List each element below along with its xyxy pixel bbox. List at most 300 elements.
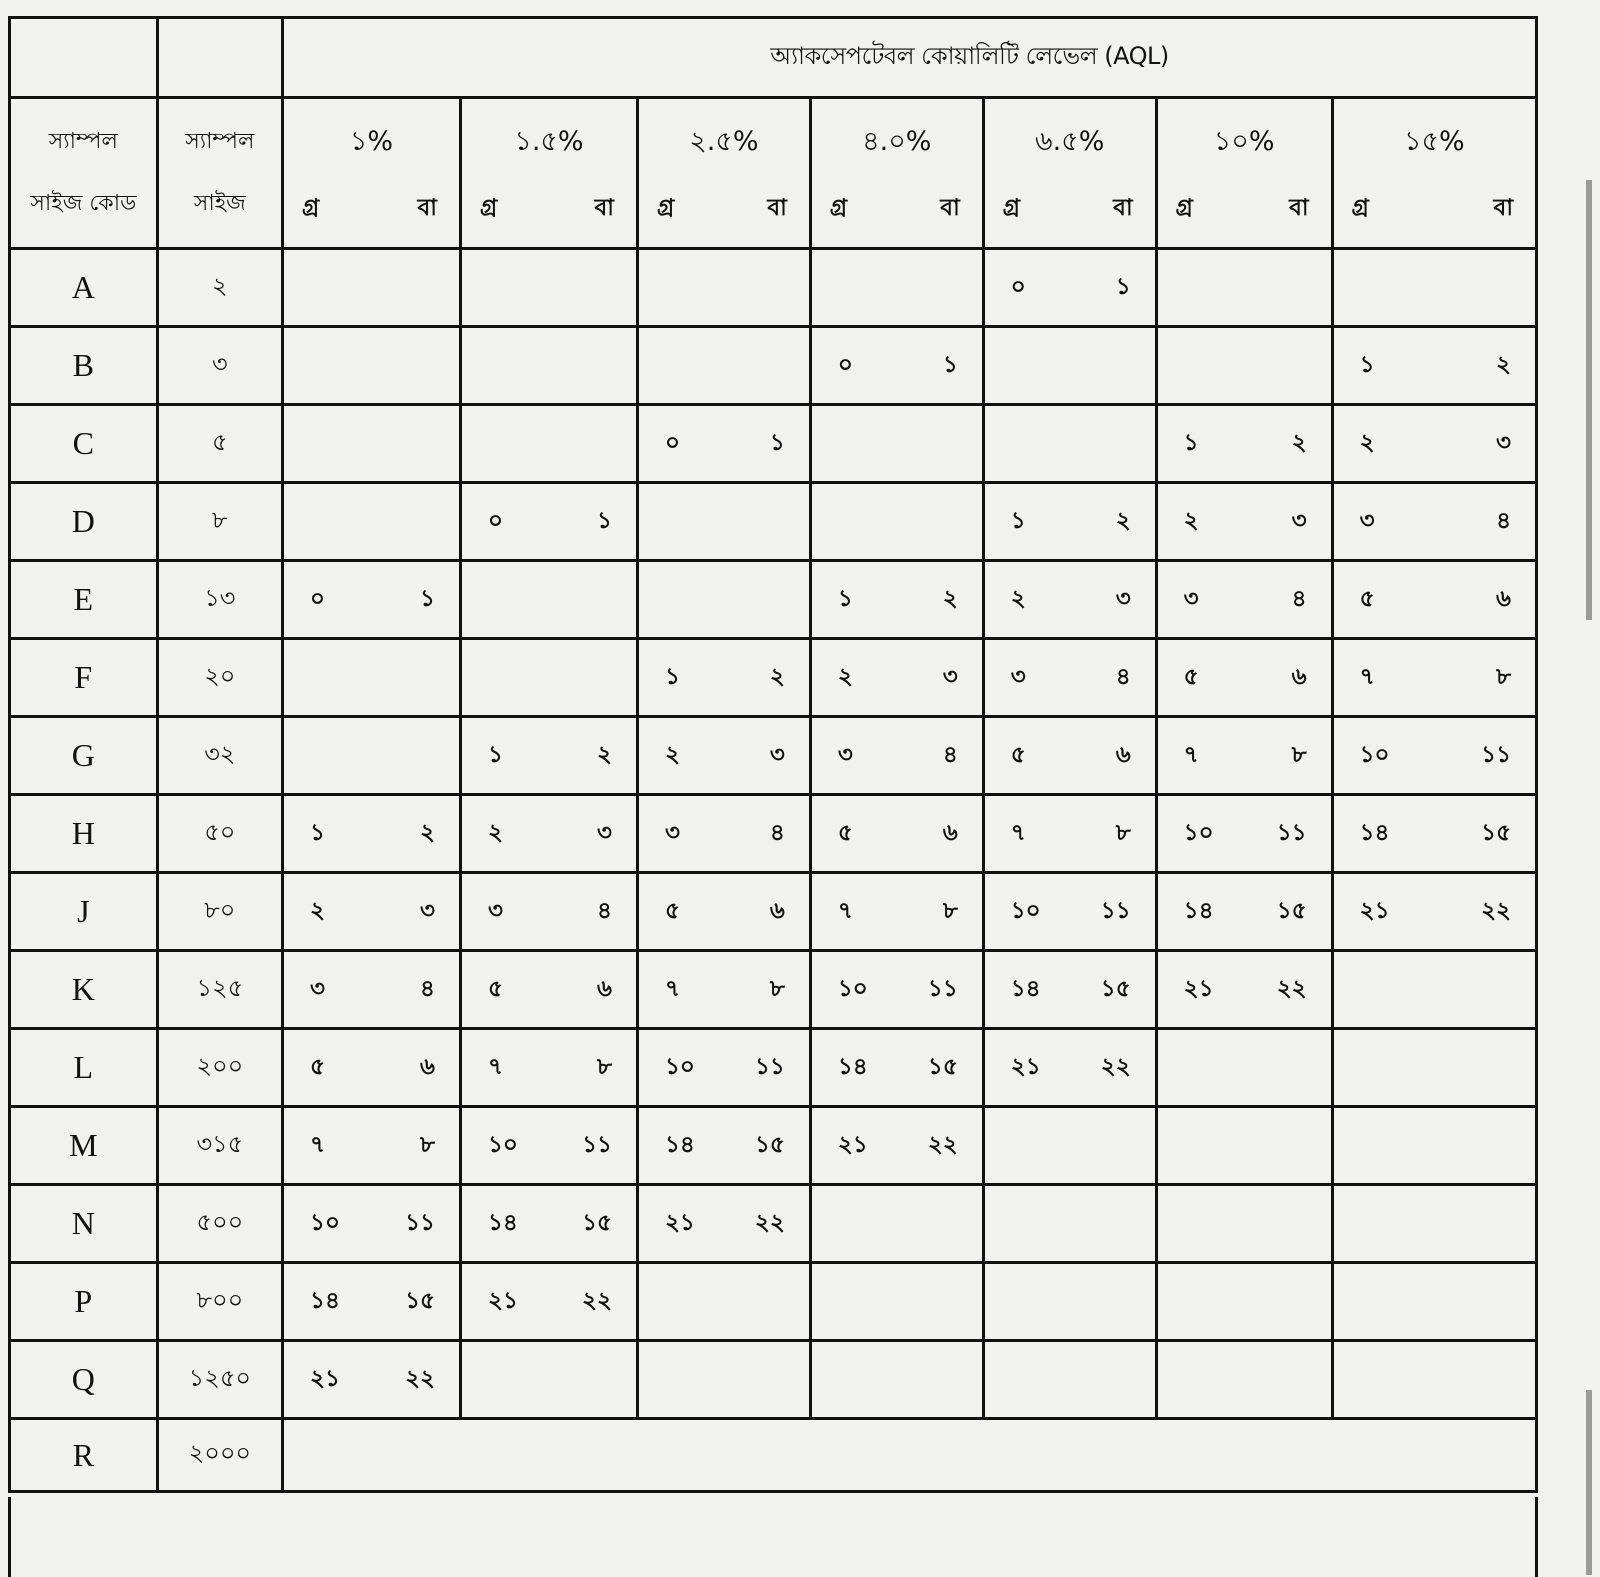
- aql-cell: [283, 951, 461, 1029]
- aql-level-header: [983, 98, 1156, 249]
- reject-number: ৮: [420, 1132, 435, 1158]
- reject-number: ৮: [1496, 664, 1511, 690]
- accept-number: ২১: [487, 1288, 518, 1314]
- accept-number: ৭: [1010, 820, 1026, 846]
- aql-cell: [283, 873, 461, 951]
- sample-size: ১২৫: [157, 951, 282, 1029]
- accept-number: ৩: [837, 742, 853, 768]
- accept-number: ১: [487, 742, 503, 768]
- empty-header-cell: [157, 18, 282, 98]
- reject-number: ১৫: [1276, 898, 1307, 924]
- table-row-last: [10, 1419, 1537, 1492]
- aql-cell: [1156, 483, 1332, 561]
- aql-cell: [460, 717, 637, 795]
- aql-cell: [1332, 561, 1536, 639]
- reject-number: ৩: [596, 820, 612, 846]
- aql-level-label: ১%: [349, 126, 394, 157]
- empty-header-cell: [10, 18, 158, 98]
- accept-number: ৫: [1359, 586, 1375, 612]
- header-code-line1: স্যাম্পল: [48, 129, 118, 154]
- accept-number: ১০: [837, 976, 868, 1002]
- accept-number: ১০: [1359, 742, 1390, 768]
- aql-cell: [1156, 405, 1332, 483]
- aql-cell: [1156, 639, 1332, 717]
- aql-cell: [637, 717, 810, 795]
- aql-cell: [460, 327, 637, 405]
- aql-cell: [810, 717, 983, 795]
- aql-cell: [810, 249, 983, 327]
- accept-number: ২১: [1183, 976, 1214, 1002]
- reject-number: ৬: [942, 820, 958, 846]
- accept-number: ১০: [1183, 820, 1214, 846]
- reject-number: ১৫: [927, 1054, 958, 1080]
- sample-size-code: N: [10, 1185, 158, 1263]
- aql-cell: [637, 795, 810, 873]
- sample-size: ৩: [157, 327, 282, 405]
- accept-number: ১: [837, 586, 853, 612]
- aql-cell: [637, 1263, 810, 1341]
- table-row: [10, 639, 1537, 717]
- reject-number: ২: [1115, 508, 1131, 534]
- reject-number: ২২: [1481, 898, 1511, 924]
- header-size-line1: স্যাম্পল: [185, 129, 255, 154]
- reject-number: ৪: [769, 820, 785, 846]
- reject-number: ৮: [1291, 742, 1307, 768]
- accept-number: ১: [1183, 430, 1199, 456]
- sample-size-code: K: [10, 951, 158, 1029]
- header-sample-size: [157, 98, 282, 249]
- aql-cell: [283, 639, 461, 717]
- aql-cell: [810, 1029, 983, 1107]
- reject-number: ১৫: [1100, 976, 1131, 1002]
- table-title: অ্যাকসেপটেবল কোয়ালিটি লেভেল (AQL): [283, 18, 1537, 98]
- accept-number: ২১: [310, 1366, 340, 1392]
- aql-level-header: [637, 98, 810, 249]
- aql-cell: [1332, 795, 1536, 873]
- aql-cell: [1332, 1263, 1536, 1341]
- accept-number: ৩: [1359, 508, 1375, 534]
- reject-number: ১১: [754, 1054, 785, 1080]
- reject-number: ৬: [420, 1054, 435, 1080]
- accept-number: ১০: [1010, 898, 1041, 924]
- aql-level-header: [810, 98, 983, 249]
- aql-cell: [810, 1185, 983, 1263]
- aql-level-header: [460, 98, 637, 249]
- aql-cell: [983, 249, 1156, 327]
- reject-number: ২২: [405, 1366, 435, 1392]
- aql-level-header: [283, 98, 461, 249]
- accept-number: ৫: [487, 976, 503, 1002]
- reject-number: ৩: [1291, 508, 1307, 534]
- aql-cell: [983, 873, 1156, 951]
- reject-number: ৮: [597, 1054, 612, 1080]
- accept-number: ১৪: [310, 1288, 340, 1314]
- accept-number: ১: [310, 820, 325, 846]
- aql-cell: [460, 873, 637, 951]
- accept-reject-labels: [1334, 177, 1535, 239]
- aql-cell: [810, 1107, 983, 1185]
- aql-cell: [1156, 1341, 1332, 1419]
- aql-cell: [1156, 561, 1332, 639]
- aql-cell: [1332, 873, 1536, 951]
- table-row: [10, 1029, 1537, 1107]
- reject-number: ২: [1496, 352, 1511, 378]
- reject-number: ২: [769, 664, 785, 690]
- table-row: [10, 951, 1537, 1029]
- reject-number: ১১: [405, 1210, 435, 1236]
- aql-cell: [637, 561, 810, 639]
- accept-reject-labels: [985, 177, 1155, 239]
- aql-cell: [1156, 1263, 1332, 1341]
- aql-cell: [637, 249, 810, 327]
- reject-number: ২: [420, 820, 435, 846]
- reject-number: ১: [597, 508, 612, 534]
- aql-cell: [1332, 483, 1536, 561]
- table-row: [10, 1341, 1537, 1419]
- reject-number: ১১: [1100, 898, 1131, 924]
- aql-cell: [983, 405, 1156, 483]
- aql-cell: [983, 951, 1156, 1029]
- sample-size-code: F: [10, 639, 158, 717]
- reject-number: ১: [1115, 274, 1131, 300]
- aql-level-label: ২.৫%: [689, 126, 759, 157]
- sample-size: ৫: [157, 405, 282, 483]
- aql-level-header: [1332, 98, 1536, 249]
- sample-size-code: H: [10, 795, 158, 873]
- table-bottom-frame: [8, 1497, 1538, 1577]
- aql-cell: [983, 795, 1156, 873]
- table-row: [10, 1263, 1537, 1341]
- reject-number: ২: [942, 586, 958, 612]
- aql-cell: [810, 1263, 983, 1341]
- accept-number: ৩: [1010, 664, 1026, 690]
- accept-number: ২: [1010, 586, 1026, 612]
- aql-cell: [1332, 1029, 1536, 1107]
- aql-cell: [637, 483, 810, 561]
- aql-cell: [460, 249, 637, 327]
- reject-number: ৬: [1115, 742, 1131, 768]
- accept-number: ১৪: [664, 1132, 695, 1158]
- aql-cell: [1156, 1029, 1332, 1107]
- accept-label: গ্র: [302, 195, 320, 221]
- reject-number: ৪: [420, 976, 435, 1002]
- reject-number: ২: [596, 742, 612, 768]
- aql-cell: [283, 1185, 461, 1263]
- sample-size: ৫০: [157, 795, 282, 873]
- table-row: [10, 405, 1537, 483]
- sample-size-code: E: [10, 561, 158, 639]
- sample-size-code: D: [10, 483, 158, 561]
- aql-cell: [1332, 405, 1536, 483]
- reject-number: ৬: [1291, 664, 1307, 690]
- accept-label: গ্র: [1175, 195, 1193, 221]
- accept-number: ৫: [1183, 664, 1199, 690]
- accept-number: ১৪: [1183, 898, 1214, 924]
- reject-label: বা: [767, 195, 787, 221]
- aql-table: [8, 16, 1538, 1493]
- accept-reject-labels: [639, 177, 809, 239]
- reject-number: ১: [769, 430, 785, 456]
- aql-cell: [283, 1107, 461, 1185]
- reject-number: ১৫: [754, 1132, 785, 1158]
- reject-number: ৮: [769, 976, 785, 1002]
- aql-cell: [460, 639, 637, 717]
- aql-level-label: ৬.৫%: [1035, 126, 1105, 157]
- sample-size-code: L: [10, 1029, 158, 1107]
- accept-number: ০: [487, 508, 503, 534]
- table-row: [10, 483, 1537, 561]
- reject-number: ১: [420, 586, 435, 612]
- accept-number: ২১: [837, 1132, 868, 1158]
- aql-cell: [810, 561, 983, 639]
- accept-number: ৭: [487, 1054, 503, 1080]
- accept-number: ১: [1010, 508, 1026, 534]
- aql-cell: [810, 483, 983, 561]
- aql-cell: [637, 873, 810, 951]
- aql-cell: [283, 561, 461, 639]
- reject-label: বা: [940, 195, 960, 221]
- reject-number: ১১: [1481, 742, 1511, 768]
- sample-size: ৩১৫: [157, 1107, 282, 1185]
- sample-size: ১৩: [157, 561, 282, 639]
- table-row: [10, 873, 1537, 951]
- accept-number: ১৪: [837, 1054, 868, 1080]
- sample-size: ৫০০: [157, 1185, 282, 1263]
- reject-number: ১: [942, 352, 958, 378]
- accept-number: ৭: [310, 1132, 325, 1158]
- aql-cell: [283, 249, 461, 327]
- aql-cell: [283, 1263, 461, 1341]
- reject-number: ৮: [942, 898, 958, 924]
- accept-number: ৩: [310, 976, 325, 1002]
- reject-label: বা: [1289, 195, 1309, 221]
- aql-cell: [1156, 717, 1332, 795]
- sample-size: ২: [157, 249, 282, 327]
- aql-cell: [1156, 1107, 1332, 1185]
- reject-number: ৬: [596, 976, 612, 1002]
- accept-number: ৩: [487, 898, 503, 924]
- reject-number: ২২: [754, 1210, 785, 1236]
- sample-size-code: R: [10, 1419, 158, 1492]
- reject-number: ৪: [1496, 508, 1511, 534]
- reject-number: ২২: [927, 1132, 958, 1158]
- aql-cell: [460, 795, 637, 873]
- accept-label: গ্র: [479, 195, 498, 221]
- sample-size-code: P: [10, 1263, 158, 1341]
- reject-label: বা: [1493, 195, 1513, 221]
- table-row: [10, 327, 1537, 405]
- aql-cell: [637, 327, 810, 405]
- accept-number: ২: [837, 664, 853, 690]
- aql-cell: [983, 1263, 1156, 1341]
- aql-cell: [1156, 873, 1332, 951]
- aql-cell: [810, 327, 983, 405]
- accept-number: ৭: [664, 976, 680, 1002]
- accept-number: ০: [664, 430, 680, 456]
- accept-number: ৫: [310, 1054, 325, 1080]
- reject-number: ৩: [1496, 430, 1511, 456]
- accept-number: ৭: [1359, 664, 1375, 690]
- accept-number: ১৪: [1010, 976, 1041, 1002]
- reject-label: বা: [594, 195, 614, 221]
- accept-number: ০: [310, 586, 325, 612]
- aql-cell: [810, 405, 983, 483]
- reject-number: ৩: [1115, 586, 1131, 612]
- sample-size-code: M: [10, 1107, 158, 1185]
- aql-cell: [460, 405, 637, 483]
- aql-cell: [460, 1263, 637, 1341]
- reject-number: ২২: [582, 1288, 612, 1314]
- sample-size: ২০: [157, 639, 282, 717]
- accept-number: ২১: [1359, 898, 1390, 924]
- aql-cell: [283, 717, 461, 795]
- aql-cell: [637, 1185, 810, 1263]
- accept-number: ১: [1359, 352, 1375, 378]
- sample-size-code: B: [10, 327, 158, 405]
- column-header-row: [10, 98, 1537, 249]
- accept-reject-labels: [462, 177, 636, 239]
- aql-cell: [460, 951, 637, 1029]
- aql-cell: [983, 717, 1156, 795]
- accept-number: ৭: [837, 898, 853, 924]
- header-size-line2: সাইজ: [193, 191, 246, 216]
- reject-number: ৩: [769, 742, 785, 768]
- accept-number: ২: [1183, 508, 1199, 534]
- aql-level-label: ১৫%: [1403, 126, 1465, 157]
- table-row: [10, 249, 1537, 327]
- accept-number: ২১: [1010, 1054, 1041, 1080]
- aql-cell: [637, 1029, 810, 1107]
- aql-level-label: ১.৫%: [514, 126, 584, 157]
- accept-label: গ্র: [829, 195, 848, 221]
- aql-cell: [1332, 1185, 1536, 1263]
- reject-number: ৪: [942, 742, 958, 768]
- aql-cell: [460, 1107, 637, 1185]
- sample-size-code: C: [10, 405, 158, 483]
- reject-number: ৮: [1115, 820, 1131, 846]
- title-row: [10, 18, 1537, 98]
- aql-cell: [637, 951, 810, 1029]
- aql-cell: [637, 639, 810, 717]
- aql-cell: [283, 483, 461, 561]
- reject-number: ১৫: [1481, 820, 1511, 846]
- aql-cell: [1156, 327, 1332, 405]
- accept-number: ৩: [664, 820, 680, 846]
- accept-reject-labels: [1158, 177, 1331, 239]
- aql-cell: [460, 1185, 637, 1263]
- aql-cell: [810, 795, 983, 873]
- accept-number: ৫: [664, 898, 680, 924]
- table-row: [10, 717, 1537, 795]
- aql-cell: [1156, 795, 1332, 873]
- aql-cell: [283, 405, 461, 483]
- aql-cell: [1332, 1341, 1536, 1419]
- accept-number: ১৪: [487, 1210, 518, 1236]
- accept-number: ৭: [1183, 742, 1199, 768]
- reject-number: ১১: [1276, 820, 1307, 846]
- aql-cell: [983, 327, 1156, 405]
- reject-number: ১৫: [405, 1288, 435, 1314]
- sample-size-code: J: [10, 873, 158, 951]
- aql-level-header: [1156, 98, 1332, 249]
- aql-cell: [460, 561, 637, 639]
- aql-cell: [810, 951, 983, 1029]
- reject-number: ৪: [597, 898, 612, 924]
- aql-cell: [637, 1107, 810, 1185]
- aql-cell: [1332, 639, 1536, 717]
- aql-level-label: ১০%: [1213, 126, 1275, 157]
- reject-number: ৬: [769, 898, 785, 924]
- reject-label: বা: [1113, 195, 1133, 221]
- aql-level-label: ৪.০%: [862, 126, 932, 157]
- aql-cell: [637, 1341, 810, 1419]
- page-edge-shadow: [1586, 1390, 1592, 1575]
- reject-number: ২: [1291, 430, 1307, 456]
- sample-size: ৮: [157, 483, 282, 561]
- page-edge-shadow: [1586, 180, 1592, 620]
- aql-cell: [460, 483, 637, 561]
- table-row: [10, 1185, 1537, 1263]
- reject-number: ১১: [927, 976, 958, 1002]
- aql-cell: [983, 1029, 1156, 1107]
- header-sample-size-code: [10, 98, 158, 249]
- reject-number: ৬: [1496, 586, 1511, 612]
- accept-number: ১৪: [1359, 820, 1390, 846]
- aql-cell: [983, 1107, 1156, 1185]
- accept-number: ৫: [837, 820, 853, 846]
- accept-number: ২: [664, 742, 680, 768]
- aql-cell: [983, 561, 1156, 639]
- reject-number: ৩: [942, 664, 958, 690]
- accept-number: ১: [664, 664, 680, 690]
- sample-size: ২০০০: [157, 1419, 282, 1492]
- sample-size-code: Q: [10, 1341, 158, 1419]
- reject-number: ৪: [1115, 664, 1131, 690]
- accept-label: গ্র: [656, 195, 675, 221]
- aql-cell: [810, 639, 983, 717]
- accept-reject-labels: [284, 177, 459, 239]
- reject-number: ১৫: [582, 1210, 612, 1236]
- aql-cell: [983, 1341, 1156, 1419]
- reject-number: ২২: [1276, 976, 1307, 1002]
- aql-cell: [460, 1341, 637, 1419]
- accept-number: ২: [487, 820, 503, 846]
- aql-cell: [1156, 951, 1332, 1029]
- accept-number: ০: [837, 352, 853, 378]
- sample-size: ৮০০: [157, 1263, 282, 1341]
- aql-cell: [983, 483, 1156, 561]
- reject-number: ২২: [1100, 1054, 1131, 1080]
- aql-cell: [283, 795, 461, 873]
- aql-cell: [283, 1029, 461, 1107]
- sample-size-code: G: [10, 717, 158, 795]
- aql-cell: [283, 1341, 461, 1419]
- reject-label: বা: [417, 195, 437, 221]
- accept-number: ০: [1010, 274, 1026, 300]
- reject-number: ১১: [582, 1132, 612, 1158]
- empty-cell: [283, 1419, 1537, 1492]
- aql-cell: [983, 639, 1156, 717]
- accept-number: ১০: [487, 1132, 518, 1158]
- sample-size: ৮০: [157, 873, 282, 951]
- header-code-line2: সাইজ কোড: [30, 191, 137, 216]
- accept-label: গ্র: [1351, 195, 1369, 221]
- aql-cell: [1332, 1107, 1536, 1185]
- accept-number: ১০: [310, 1210, 340, 1236]
- aql-cell: [1332, 249, 1536, 327]
- accept-number: ৩: [1183, 586, 1199, 612]
- accept-label: গ্র: [1002, 195, 1020, 221]
